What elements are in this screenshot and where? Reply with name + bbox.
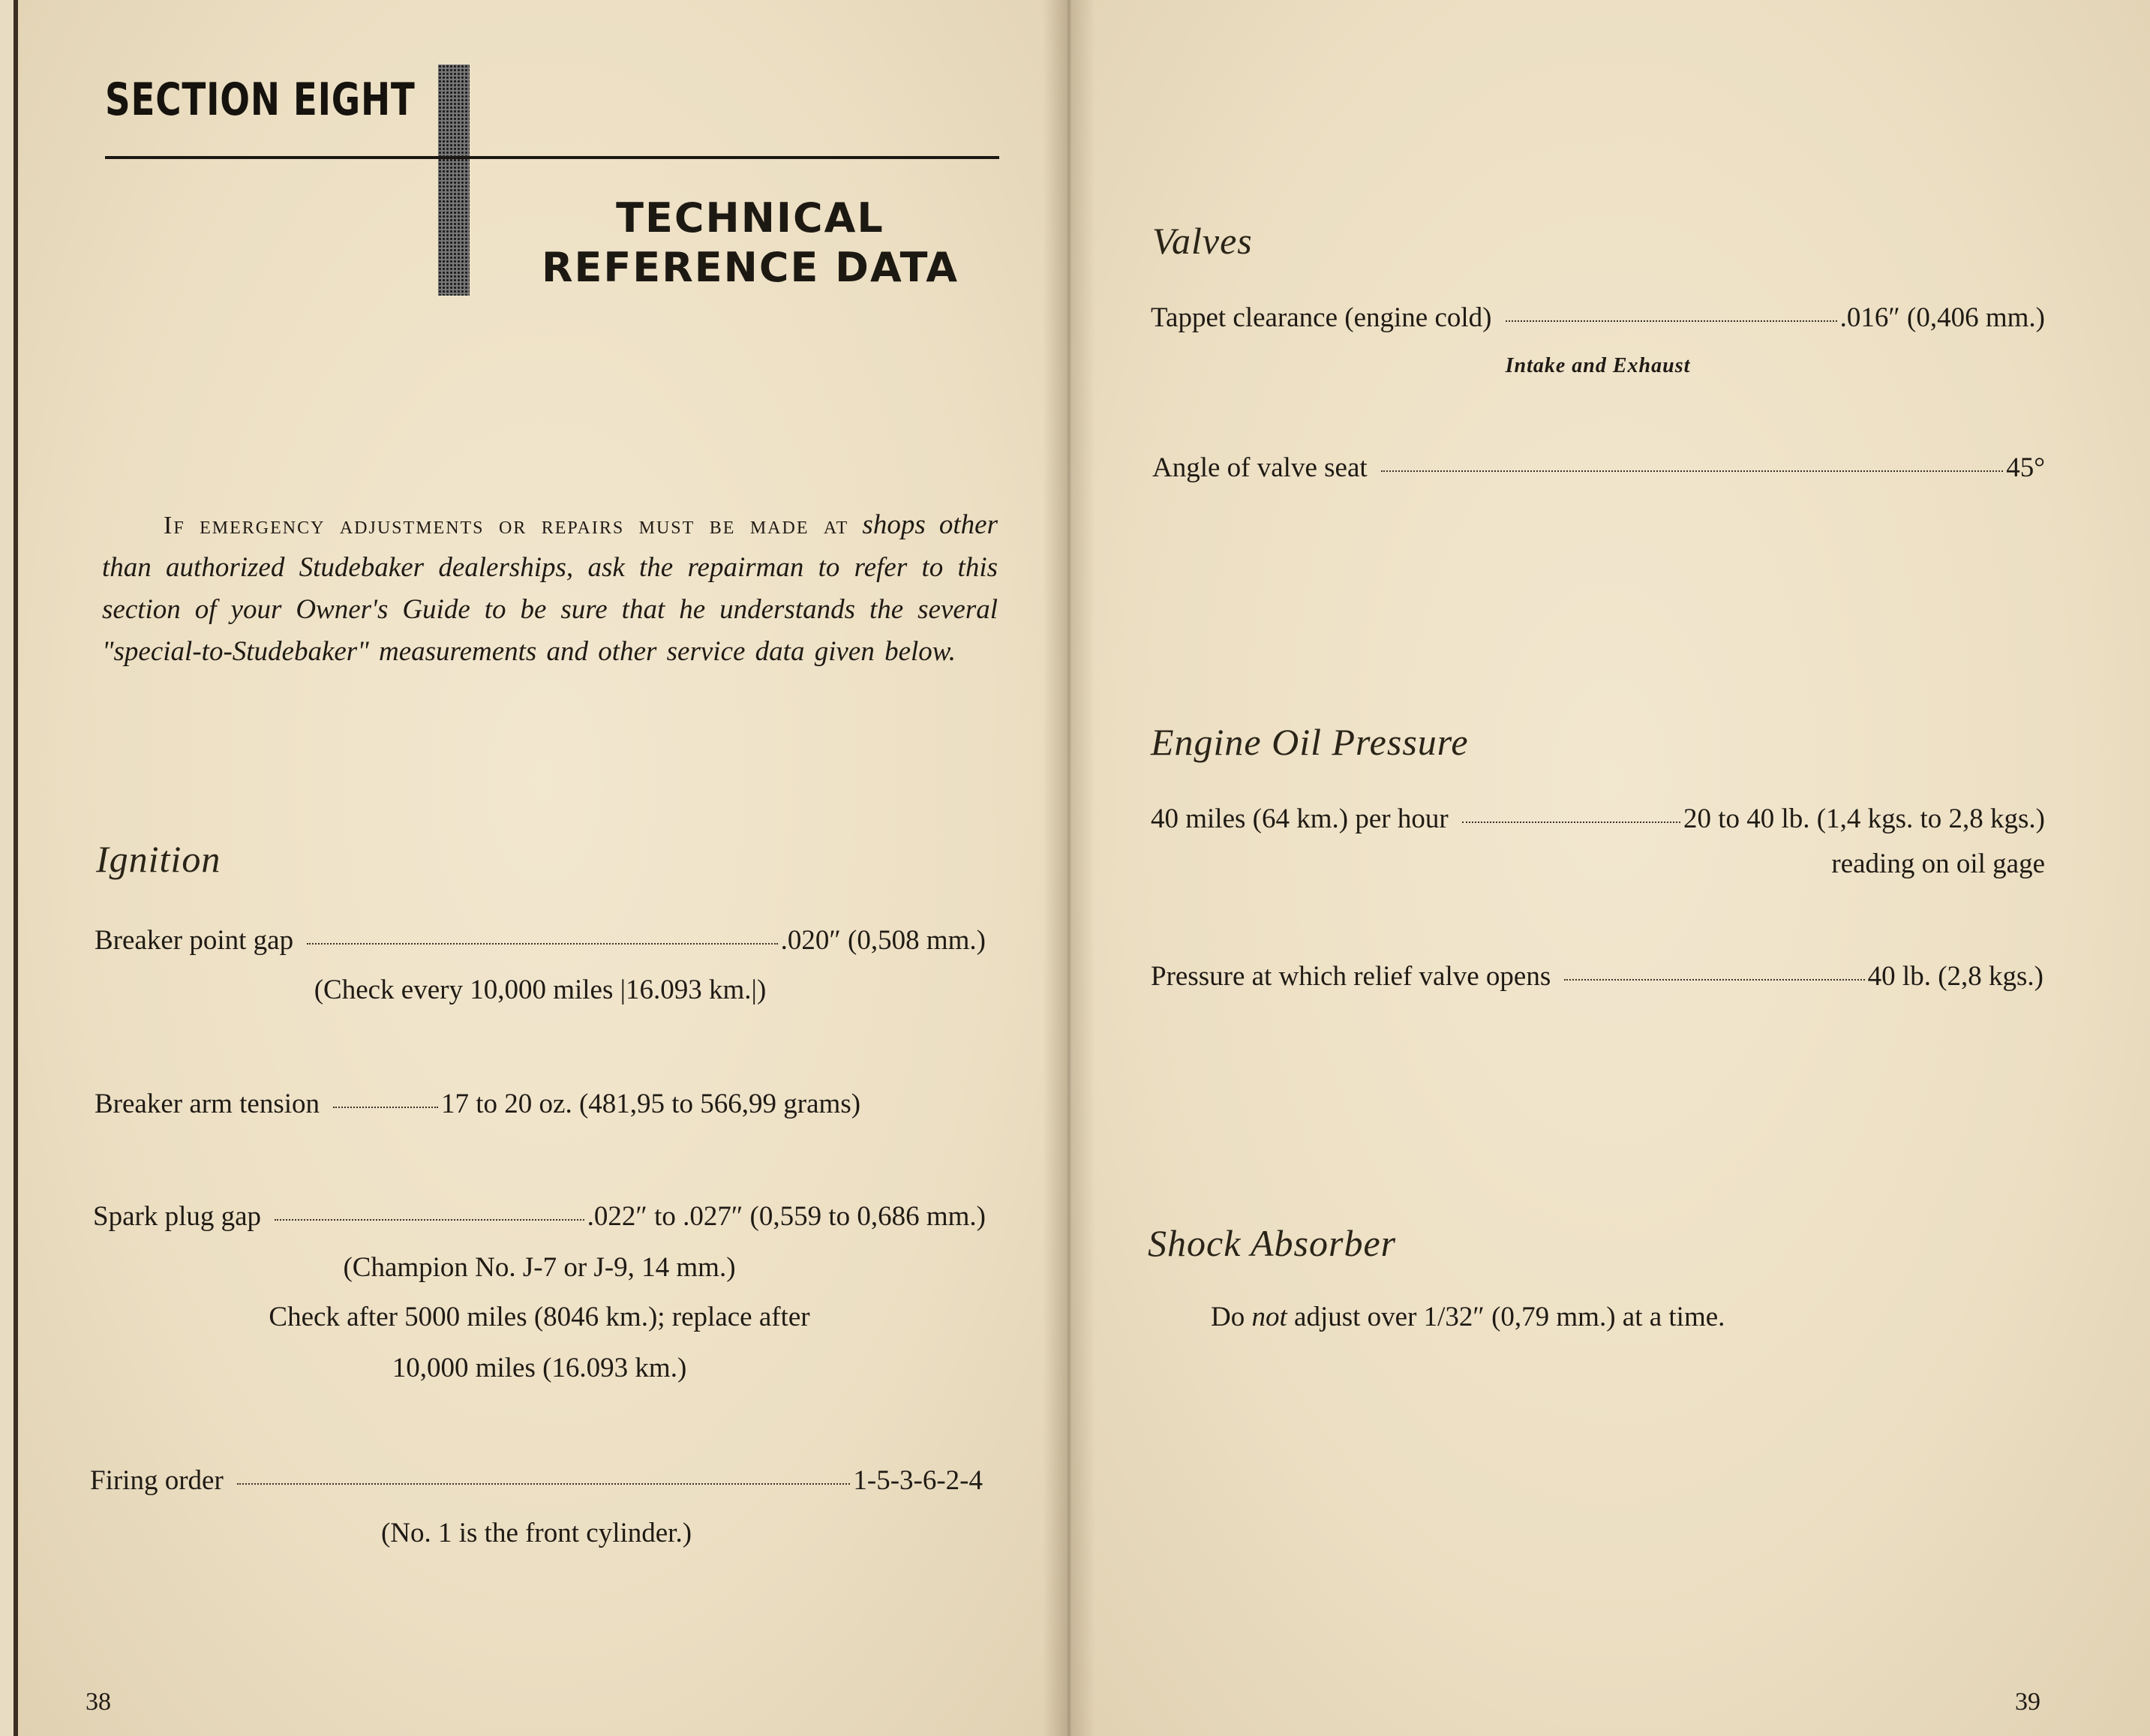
valve-seat-row [1152,452,2045,484]
relief-valve-value: 40 lb. (2,8 kgs.) [1867,961,2043,992]
leader-dots [1564,979,1864,981]
title-line-1: TECHNICAL [616,194,884,242]
spark-gap-value: .022″ to .027″ (0,559 to 0,686 mm.) [587,1201,986,1232]
oil-pressure-heading: Engine Oil Pressure [1151,721,1469,763]
tappet-row [1151,302,2045,334]
halftone-bar-ornament [438,65,470,296]
relief-valve-row [1151,960,2043,993]
firing-order-note: (No. 1 is the front cylinder.) [380,1518,692,1548]
tappet-value: .016″ (0,406 mm.) [1839,302,2045,333]
tappet-note: Intake and Exhaust [1505,354,1691,377]
valves-heading: Valves [1152,220,1253,262]
valve-seat-value: 45° [2006,452,2045,483]
tappet-label: Tappet clearance (engine cold) [1151,302,1492,333]
shock-absorber-text [1211,1301,1725,1333]
leader-dots [237,1483,851,1485]
spark-gap-row [93,1200,986,1233]
intro-lead-in: If emergency adjustments or repairs must be made at [164,512,849,539]
firing-order-label: Firing order [90,1465,224,1496]
leader-dots [307,943,778,945]
breaker-tension-value: 17 to 20 oz. (481,95 to 566,99 grams) [441,1089,861,1119]
book-gutter [1043,0,1095,1736]
spark-gap-note-3: 10,000 miles (16.093 km.) [392,1353,687,1383]
leader-dots [1381,470,2004,472]
intro-paragraph [102,504,998,673]
shock-absorber-heading: Shock Absorber [1148,1222,1397,1264]
shock-text-pre: Do [1211,1302,1252,1332]
leader-dots [1462,821,1680,823]
firing-order-value: 1-5-3-6-2-4 [853,1465,983,1496]
oil-speed-row [1151,803,2045,835]
header-rule [105,156,999,159]
leader-dots [1506,320,1837,322]
oil-speed-value: 20 to 40 lb. (1,4 kgs. to 2,8 kgs.) [1683,803,2045,834]
breaker-gap-row [95,924,986,957]
section-label: SECTION EIGHT [105,74,416,126]
breaker-gap-value: .020″ (0,508 mm.) [780,925,986,956]
firing-order-row [90,1464,983,1497]
oil-speed-label: 40 miles (64 km.) per hour [1151,803,1449,834]
ignition-heading: Ignition [96,838,221,880]
oil-speed-note: reading on oil gage [1831,848,2045,879]
leader-dots [275,1219,584,1221]
valve-seat-label: Angle of valve seat [1152,452,1368,483]
breaker-tension-label: Breaker arm tension [95,1089,320,1119]
page-title [525,194,975,293]
page-number-right: 39 [2015,1688,2040,1716]
breaker-gap-note: (Check every 10,000 miles |16.093 km.|) [314,975,767,1005]
relief-valve-label: Pressure at which relief valve opens [1151,961,1551,992]
spark-gap-note-2: Check after 5000 miles (8046 km.); replace after [269,1302,810,1332]
spark-gap-label: Spark plug gap [93,1201,262,1232]
shock-text-post: adjust over 1/32″ (0,79 mm.) at a time. [1287,1302,1725,1332]
shock-text-emphasis: not [1251,1302,1287,1332]
spark-gap-note-1: (Champion No. J-7 or J-9, 14 mm.) [343,1252,736,1283]
page-number-left: 38 [86,1688,111,1716]
breaker-tension-row [95,1088,986,1120]
intro-body: shops other than authorized Studebaker dealerships, ask the repairman to refer to this section of your Owner's Guide to be sure that he understands the several "special-to-Studebaker" measurements and other service data given below. [102,509,998,667]
title-line-2: REFERENCE DATA [541,244,959,291]
leader-dots [333,1107,438,1108]
breaker-gap-label: Breaker point gap [95,925,294,956]
